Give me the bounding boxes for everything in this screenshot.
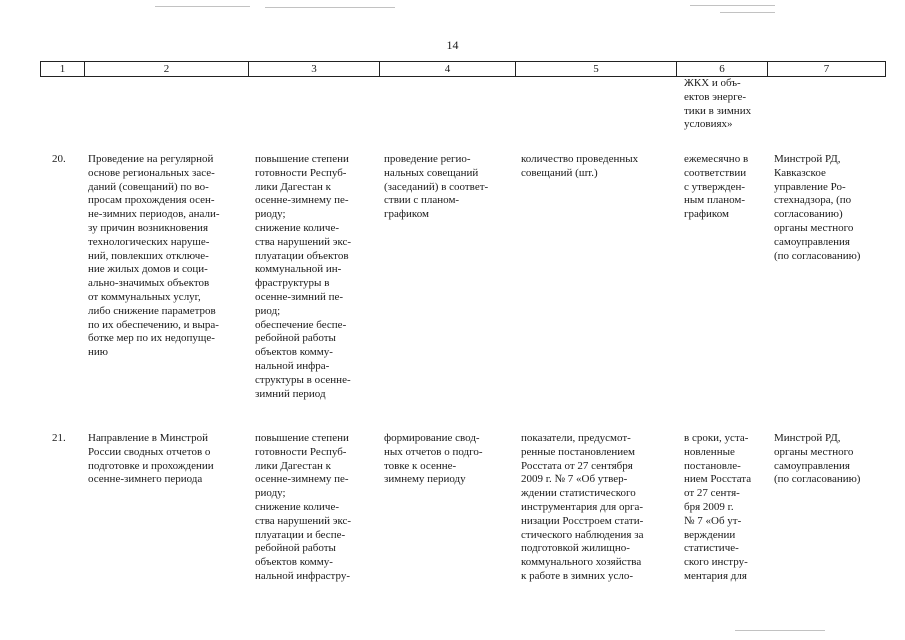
row-20-event-text: Проведение на регулярной основе региональных засе- даний (совещаний) по во- просам прохождения осен- не-зимних периодов, анали- зу причин возникновения технологических наруше- ний, повлекших отключе- ние жилых домов и соци- ально-значимых объектов от коммунальных услуг, либо снижение параметров по их обеспечению, и выра- ботке мер по их недопуще- нию [88,153,220,359]
header-col-7: 7 [823,63,830,75]
scan-noise-bottom-right [735,630,825,631]
header-col-3: 3 [311,63,317,75]
row-20-responsible-text: Минстрой РД, Кавказское управление Ро- стехнадзора, (по согласованию) органы местного самоуправления (по согласованию) [774,153,861,262]
row-20-expected-result-text: повышение степени готовности Респуб- лики Дагестан к осенне-зимнему пе- риоду; снижение количе- ства нарушений экс- плуатации объектов коммунальной ин- фраструктуры в осенне-зимний пе- риод; обеспечение беспе- ребойной работы объектов комму- нальной инфра- структуры в осенне- зимний период [255,153,352,400]
row-21-indicator-text: показатели, предусмот- ренные постановлением Росстата от 27 сентября 2009 г. № 7 «Об утвер- ждении статистического инструментария для орга- низации Росстроем стати- стического наблюдения за подготовкой жилищно- коммунального хозяйства к работе в зимних усло- [521,432,644,582]
row-21-event-text: Направление в Минстрой России сводных отчетов о подготовке и прохождении осенне-зимнего периода [88,432,214,486]
scan-noise-top-right-2 [720,12,775,13]
row-20-deadline-text: ежемесячно в соответствии с утвержден- ным планом- графиком [684,153,749,221]
row-20-number: 20. [52,153,66,165]
scan-noise-top-middle [265,7,395,8]
page-number: 14 [446,38,459,52]
header-col-5: 5 [593,63,599,75]
header-col-6: 6 [719,63,725,75]
row-20-activity-text: проведение регио- нальных совещаний (заседаний) в соответ- ствии с планом- графиком [384,153,489,221]
row-21-deadline-text: в сроки, уста- новленные постановле- нием Росстата от 27 сентя- бря 2009 г. № 7 «Об ут- верждении статистиче- ского инстру- ментария для [684,432,752,582]
continuation-col6-text: ЖКХ и объ- ектов энерге- тики в зимних условиях» [684,77,752,131]
header-col-4: 4 [444,63,451,75]
scan-noise-top-right [690,5,775,6]
row-21-expected-result-text: повышение степени готовности Респуб- лики Дагестан к осенне-зимнему пе- риоду; снижение количе- ства нарушений экс- плуатации и беспе- ребойной работы объектов комму- нальной инфрастру- [255,432,352,582]
header-col-1: 1 [59,63,66,75]
scan-noise-top-left [155,6,250,7]
row-20-indicator-text: количество проведенных совещаний (шт.) [521,153,639,179]
header-col-2: 2 [163,63,170,75]
row-21-responsible-text: Минстрой РД, органы местного самоуправления (по согласованию) [774,432,861,486]
row-21-activity-text: формирование свод- ных отчетов о подго- товке к осенне- зимнему периоду [384,432,483,486]
row-21-number: 21. [52,432,66,444]
table-top-border [40,61,886,62]
table-right-border [885,61,886,77]
